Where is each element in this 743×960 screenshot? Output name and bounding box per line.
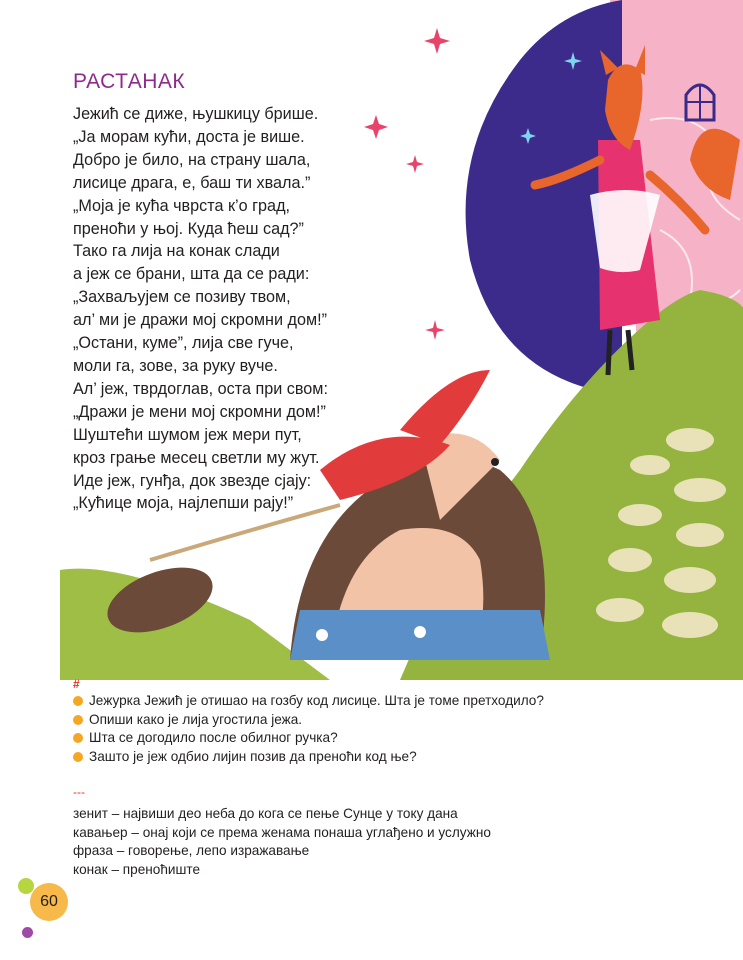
bullet-icon (73, 715, 83, 725)
poem-line: Шуштећи шумом јеж мери пут, (73, 425, 302, 444)
question-item (73, 748, 544, 767)
poem-line: „Дражи је мени мој скромни дом!” (73, 402, 326, 421)
glossary-item: фраза – говорење, лепо изражавање (73, 843, 310, 859)
poem-line: Добро је било, на страну шала, (73, 150, 311, 169)
bullet-icon (73, 696, 83, 706)
poem-line: Јежић се диже, њушкицу брише. (73, 105, 319, 123)
poem-text (73, 103, 328, 515)
poem-line: „Моја је кућа чврста к’о град, (73, 196, 291, 215)
stars (364, 28, 450, 340)
question-text: Јежурка Јежић је отишао на гозбу код лисице. Шта је томе претходило? (89, 693, 544, 708)
poem-line: Иде јеж, гунђа, док звезде сјају: (73, 471, 312, 490)
bullet-icon (73, 752, 83, 762)
glossary-marker: --- (73, 785, 85, 799)
poem-line: „Остани, куме”, лија све гуче, (73, 334, 294, 353)
poem-line: лисице драга, е, баш ти хвала.” (73, 173, 311, 192)
poem-line: преноћи у њој. Куда ћеш сад?” (73, 219, 304, 238)
poem-line: Ал’ јеж, тврдоглав, оста при свом: (73, 379, 328, 398)
poem-line: ал’ ми је дражи мој скромни дом!” (73, 311, 328, 330)
question-item (73, 692, 544, 711)
poem-line: „Ја морам кући, доста је више. (73, 127, 305, 146)
decor-dot-purple (22, 927, 33, 938)
question-text: Зашто је јеж одбио лијин позив да преноћи код ње? (89, 748, 417, 764)
poem-line: кроз грање месец светли му жут. (73, 448, 320, 467)
question-item (73, 711, 544, 730)
poem-line: моли га, зове, за руку вуче. (73, 356, 278, 375)
glossary-item: конак – преноћиште (73, 861, 201, 877)
page-number-text: 60 (40, 893, 58, 910)
questions-marker: # (73, 677, 80, 691)
window-icon (686, 85, 714, 120)
poem-line: „Кућице моја, најлепши рају!” (73, 494, 294, 513)
page-number (30, 883, 68, 921)
poem-line: а јеж се брани, шта да се ради: (73, 265, 310, 284)
poem-line: „Захваљујем се позиву твом, (73, 288, 291, 307)
poem-line: Тако га лија на конак слади (73, 242, 280, 261)
glossary-item: зенит – највиши део неба до кога се пење Сунце у току дана (73, 806, 458, 821)
glossary-item: кавањер – онај који се према женама понаша углађено и услужно (73, 824, 491, 840)
glossary-list (73, 805, 491, 879)
question-item (73, 729, 544, 748)
question-text: Опиши како је лија угостила јежа. (89, 711, 303, 727)
poem-title: РАСТАНАК (73, 70, 186, 93)
bullet-icon (73, 733, 83, 743)
question-text: Шта се догодило после обилног ручка? (89, 730, 338, 746)
question-list (73, 692, 544, 766)
